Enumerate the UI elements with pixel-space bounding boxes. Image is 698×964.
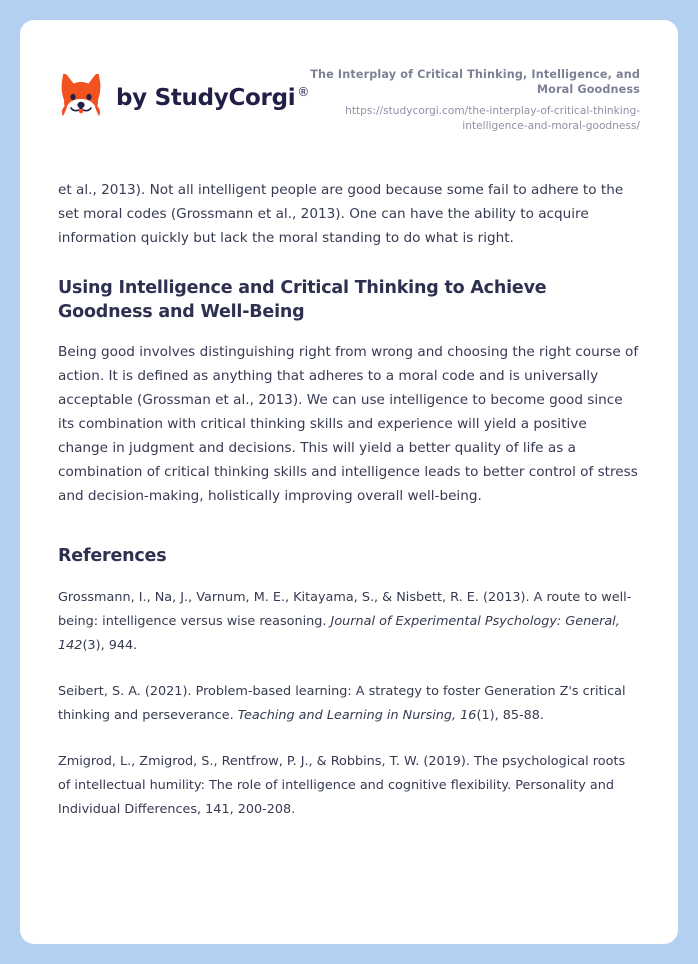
source-url[interactable]: https://studycorgi.com/the-interplay-of-critical-thinking-intelligence-and-moral-goodness/ <box>345 105 640 132</box>
reference-item <box>58 680 640 728</box>
header-meta <box>307 65 640 134</box>
reference-text-plain-tail: (3), 944. <box>82 638 138 653</box>
document-page-card <box>20 20 678 944</box>
reference-item <box>58 586 640 658</box>
bottom-spacer <box>58 844 640 944</box>
section-heading: Using Intelligence and Critical Thinking to Achieve Goodness and Well-Being <box>58 278 547 322</box>
intro-paragraph: et al., 2013). Not all intelligent people are good because some fail to adhere to the set moral codes (Grossmann et al., 2013). One can have the ability to acquire information quickly but lack the moral standing to do what is right. <box>58 182 624 246</box>
reference-text-plain: Zmigrod, L., Zmigrod, S., Rentfrow, P. J., & Robbins, T. W. (2019). The psychological roots of intellectual humility: The role of intelligence and cognitive flexibility. Personality and Individual Differences, 141, 200-208. <box>58 754 626 817</box>
page-title: The Interplay of Critical Thinking, Intelligence, and Moral Goodness <box>310 68 640 96</box>
section-paragraph: Being good involves distinguishing right from wrong and choosing the right course of action. It is defined as anything that adheres to a moral code and is universally acceptable (Grossman et al., 2013). We can use intelligence to become good since its combination with critical thinking skills and experience will yield a positive change in judgment and decisions. This will yield a better quality of life as a combination of critical thinking skills and intelligence leads to better control of stress and decision-making, holistically improving overall well-being. <box>58 344 639 504</box>
registered-trademark-icon: ® <box>297 85 310 99</box>
document-header <box>20 20 678 134</box>
reference-text-italic: Teaching and Learning in Nursing, 16 <box>237 708 477 723</box>
reference-text-plain-tail: (1), 85-88. <box>476 708 544 723</box>
document-body <box>20 178 678 944</box>
reference-text-italic: Journal of Experimental Psychology: General, 142 <box>58 614 620 653</box>
brand-wordmark <box>116 85 310 111</box>
reference-text-plain: Seibert, S. A. (2021). Problem-based learning: A strategy to foster Generation Z's critical thinking and perseverance. <box>58 684 626 723</box>
brand-logo-group <box>58 65 310 123</box>
reference-item <box>58 750 640 822</box>
corgi-logo-icon <box>58 73 104 123</box>
references-heading: References <box>58 546 167 566</box>
reference-text-plain: Grossmann, I., Na, J., Varnum, M. E., Kitayama, S., & Nisbett, R. E. (2013). A route to well-being: intelligence versus wise reasoning. <box>58 590 632 629</box>
brand-wordmark-text: by StudyCorgi <box>116 85 296 111</box>
